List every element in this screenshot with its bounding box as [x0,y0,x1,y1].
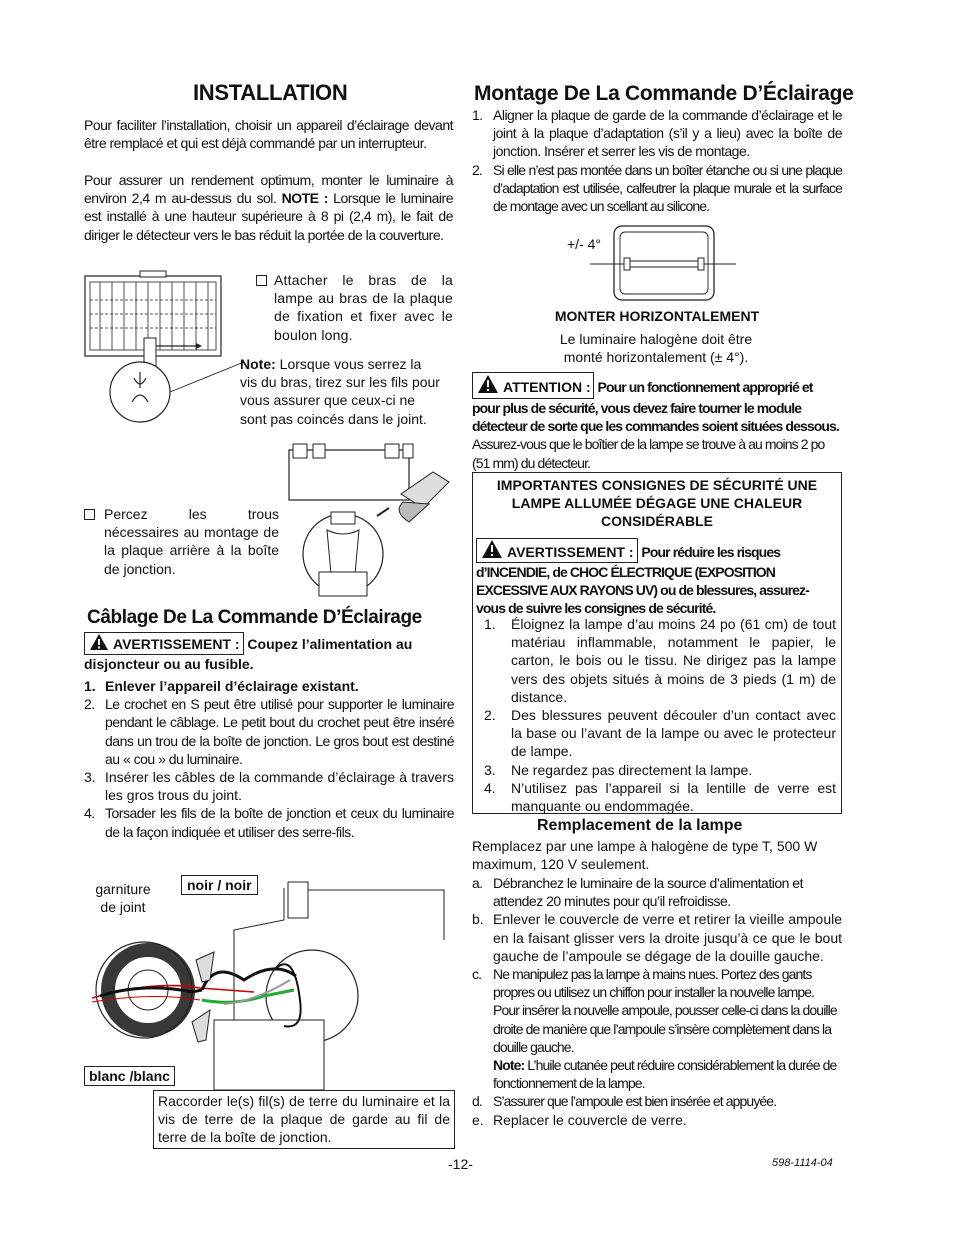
wiring-steps [84,677,454,841]
list-item: 2. Des blessures peuvent découler d’un contact avec la base ou l’avant de la lampe ou avec le protecteur de lampe. [484,707,836,760]
page-number: -12- [448,1156,473,1172]
mounting-steps [472,106,842,215]
horizontal-title: MONTER HORIZONTALEMENT [554,308,760,324]
safety-warning-text: Pour réduire les risques d’INCENDIE, de CHOC ÉLECTRIQUE (EXPOSITION EXCESSIVE AUX RAYONS UV) ou de blessures, assurez-vous de suivre les consignes de sécurité. [476,544,809,617]
drill-text: Percez les trous nécessaires au montage de la plaque arrière à la boîte de jonction. [104,506,279,577]
list-item: 3. Ne regardez pas directement la lampe. [484,761,753,778]
wiring-title: Câblage De La Commande D’Éclairage [87,607,422,628]
replace-intro: Remplacez par une lampe à halogène de type T, 500 W maximum, 120 V seulement. [472,838,818,873]
ground-text: Raccorder le(s) fil(s) de terre du luminaire et la vis de terre de la plaque de garde au fil de terre de la boîte de jonction. [158,1093,450,1146]
angle-label: +/- 4° [567,236,602,252]
replace-note [493,1056,842,1092]
safety-warning [476,538,836,618]
list-item: 1. Enlever l’appareil d’éclairage existant. [84,678,359,694]
intro-paragraph-1 [84,116,453,152]
horizontal-text: Le luminaire halogène doit être monté horizontalement (± 4°). [559,331,753,366]
list-item: 3. Insérer les câbles de la commande d’éclairage à travers les gros trous du joint. [84,769,454,804]
list-item: e. Replacer le couvercle de verre. [472,1111,687,1128]
replace-title: Remplacement de la lampe [537,817,743,834]
list-item: 1. Aligner la plaque de garde de la commande d’éclairage et le joint à la plaque d’adaptation (s’il y a lieu) avec la boîte de jonction. Insérer et serrer les vis de montage. [472,107,842,160]
warning-icon [89,633,109,651]
warning-icon [477,374,499,394]
replace-note-text: L’huile cutanée peut réduire considérablement la durée de fonctionnement de la lampe. [493,1057,837,1092]
white-wire-label: blanc /blanc [84,1066,175,1086]
document-code: 598-1114-04 [772,1157,833,1169]
mounting-title: Montage De La Commande D’Éclairage [474,82,854,105]
safety-items [476,615,836,815]
list-item: d. S’assurer que l’ampoule est bien insérée et appuyée. [472,1093,777,1110]
gasket-label: garniture de joint [95,881,151,916]
list-item: c. Ne manipulez pas la lampe à mains nues. Portez des gants propres ou utilisez un chiffon pour installer la nouvelle lampe. Pour insérer la nouvelle ampoule, pousser celle-ci dans la douille droite de manière que l’ampoule s’insère complètement dans la douille gauche. Note: L’huile cutanée peut réduire considérablement la durée de fonctionnement de la lampe. [472,965,842,1092]
list-item: 2. Si elle n’est pas montée dans un boîter étanche ou si une plaque d’adaptation est utilisée, calfeutrer la plaque murale et la surface de montage avec un scellant au silicone. [472,161,842,215]
list-item: 1. Éloignez la lampe d’au moins 24 po (61 cm) de tout matériau inflammable, notamment le papier, le carton, le bois ou le tissu. Ne dirigez pas la lampe vers des objets situés à moins de 3 pieds (1 m) de distance. [484,616,836,705]
list-item: 2. Le crochet en S peut être utilisé pour supporter le luminaire pendant le câblage. Le petit bout du crochet peut être inséré dans un trou de la boîte de jonction. Le gros bout est destiné au « cou » du luminaire. [84,696,454,767]
attention-bold: Pour un fonctionnement approprié et pour plus de sécurité, vous devez faire tourner le module détecteur de sorte que les commandes soient situées dessous. [472,379,839,435]
safety-warning-label: AVERTISSEMENT : [476,538,638,563]
intro-text-2b: Lorsque le luminaire est installé à une hauteur supérieure à 8 pi (2,4 m), le fait de diriger le détecteur vers le bas réduit la portée de la couverture. [84,190,453,243]
intro-text-2a: Pour assurer un rendement optimum, monter le luminaire à environ 2,4 m au-dessus du sol. [84,172,453,207]
wiring-warning-text: Coupez l’alimentation au disjoncteur ou au fusible. [84,636,413,672]
arm-note-text: Lorsque vous serrez la vis du bras, tirez sur les fils pour vous assurer que ceux-ci ne sont pas coincés dans le joint. [240,356,440,427]
warning-icon [481,539,503,559]
wiring-warning-label: AVERTISSEMENT : [84,632,244,655]
intro-note-label: NOTE : [281,190,328,207]
wiring-warning [84,632,454,673]
list-item: 4. Torsader les fils de la boîte de jonction et ceux du luminaire de la façon indiquée et utiliser des serre-fils. [84,805,454,840]
checkbox-icon [84,509,95,520]
attention-text: Assurez-vous que le boîtier de la lampe se trouve à au moins 2 po (51 mm) du détecteur. [472,436,825,471]
attach-text: Attacher le bras de la lampe au bras de la plaque de fixation et fixer avec le boulon long. [274,272,453,343]
checkbox-icon [256,275,267,286]
list-item: 4. N’utilisez pas l’appareil si la lentille de verre est manquante ou endommagée. [484,779,836,815]
intro-text-1: Pour faciliter l’installation, choisir un appareil d’éclairage devant être remplacé et qui est déjà commandé par un interrupteur. [84,117,453,152]
intro-paragraph-2 [84,171,453,244]
drill-instruction [84,505,279,578]
horizontal-mount-illustration [588,222,738,304]
list-item: a. Débranchez le luminaire de la source d’alimentation et attendez 20 minutes pour qu’il refroidisse. [472,875,803,910]
drill-illustration [283,442,455,598]
attention-label: ATTENTION : [472,372,594,399]
ground-instruction [153,1090,455,1149]
installation-title: INSTALLATION [193,80,348,105]
safety-title: IMPORTANTES CONSIGNES DE SÉCURITÉ UNE LAMPE ALLUMÉE DÉGAGE UNE CHALEUR CONSIDÉRABLE [496,477,818,530]
list-item: b. Enlever le couvercle de verre et retirer la vieille ampoule en la faisant glisser vers la droite jusqu’à ce que le bout gauche de l’ampoule se dégage de la douille gauche. [472,911,842,964]
arm-note-label: Note: [240,356,276,372]
arm-note [240,355,440,428]
black-wire-label: noir / noir [181,875,258,895]
attach-instruction [256,271,453,344]
attention-notice [472,372,842,472]
replace-steps [472,874,842,1129]
replace-note-label: Note: [493,1057,525,1074]
